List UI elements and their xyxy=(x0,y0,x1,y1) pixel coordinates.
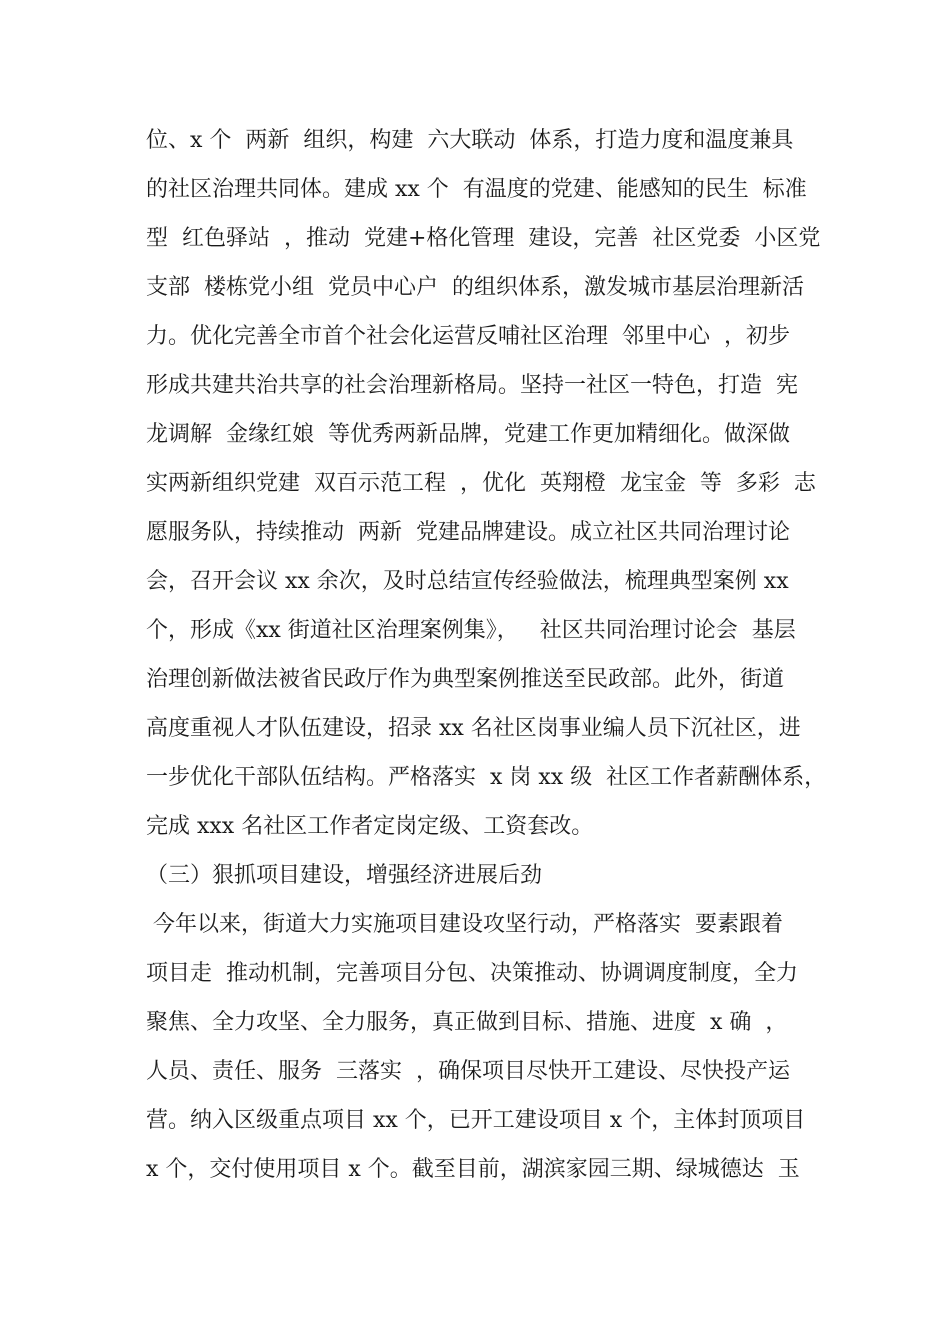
text-line: 支部 楼栋党小组 党员中心户 的组织体系，激发城市基层治理新活 xyxy=(146,275,804,300)
text-line: 人员、责任、服务 三落实 ，确保项目尽快开工建设、尽快投产运 xyxy=(146,1059,790,1084)
text-line: 完成 xxx 名社区工作者定岗定级、工资套改。 xyxy=(146,814,594,839)
text-line: 今年以来，街道大力实施项目建设攻坚行动，严格落实 要素跟着 xyxy=(146,912,783,937)
text-line: 个，形成《xx 街道社区治理案例集》， 社区共同治理讨论会 基层 xyxy=(146,618,796,643)
text-line: x 个，交付使用项目 x 个。截至目前，湖滨家园三期、绿城德达 玉 xyxy=(146,1157,800,1182)
text-line: 龙调解 金缘红娘 等优秀两新品牌，党建工作更加精细化。做深做 xyxy=(146,422,790,447)
text-line: 高度重视人才队伍建设，招录 xx 名社区岗事业编人员下沉社区，进 xyxy=(146,716,801,741)
text-line: 实两新组织党建 双百示范工程 ，优化 英翔橙 龙宝金 等 多彩 志 xyxy=(146,471,816,496)
text-line: 愿服务队，持续推动 两新 党建品牌建设。成立社区共同治理讨论 xyxy=(146,520,790,545)
text-line: 的社区治理共同体。建成 xx 个 有温度的党建、能感知的民生 标准 xyxy=(146,177,807,202)
text-line: 会，召开会议 xx 余次，及时总结宣传经验做法，梳理典型案例 xx xyxy=(146,569,789,594)
text-line: 聚焦、全力攻坚、全力服务，真正做到目标、措施、进度 x 确 ， xyxy=(146,1010,788,1035)
text-line: 形成共建共治共享的社会治理新格局。坚持一社区一特色，打造 宪 xyxy=(146,373,798,398)
text-line: 治理创新做法被省民政厅作为典型案例推送至民政部。此外，街道 xyxy=(146,667,785,692)
text-line: 位、x 个 两新 组织，构建 六大联动 体系，打造力度和温度兼具 xyxy=(146,128,794,153)
text-line: 一步优化干部队伍结构。严格落实 x 岗 xx 级 社区工作者薪酬体系， xyxy=(146,765,827,790)
section-heading: （三）狠抓项目建设，增强经济进展后劲 xyxy=(146,863,543,888)
text-line: 营。纳入区级重点项目 xx 个，已开工建设项目 x 个，主体封顶项目 xyxy=(146,1108,806,1133)
text-line: 力。优化完善全市首个社会化运营反哺社区治理 邻里中心 ，初步 xyxy=(146,324,790,349)
text-line: 型 红色驿站 ，推动 党建+格化管理 建设，完善 社区党委 小区党 xyxy=(146,226,821,251)
text-line: 项目走 推动机制，完善项目分包、决策推动、协调调度制度，全力 xyxy=(146,961,798,986)
